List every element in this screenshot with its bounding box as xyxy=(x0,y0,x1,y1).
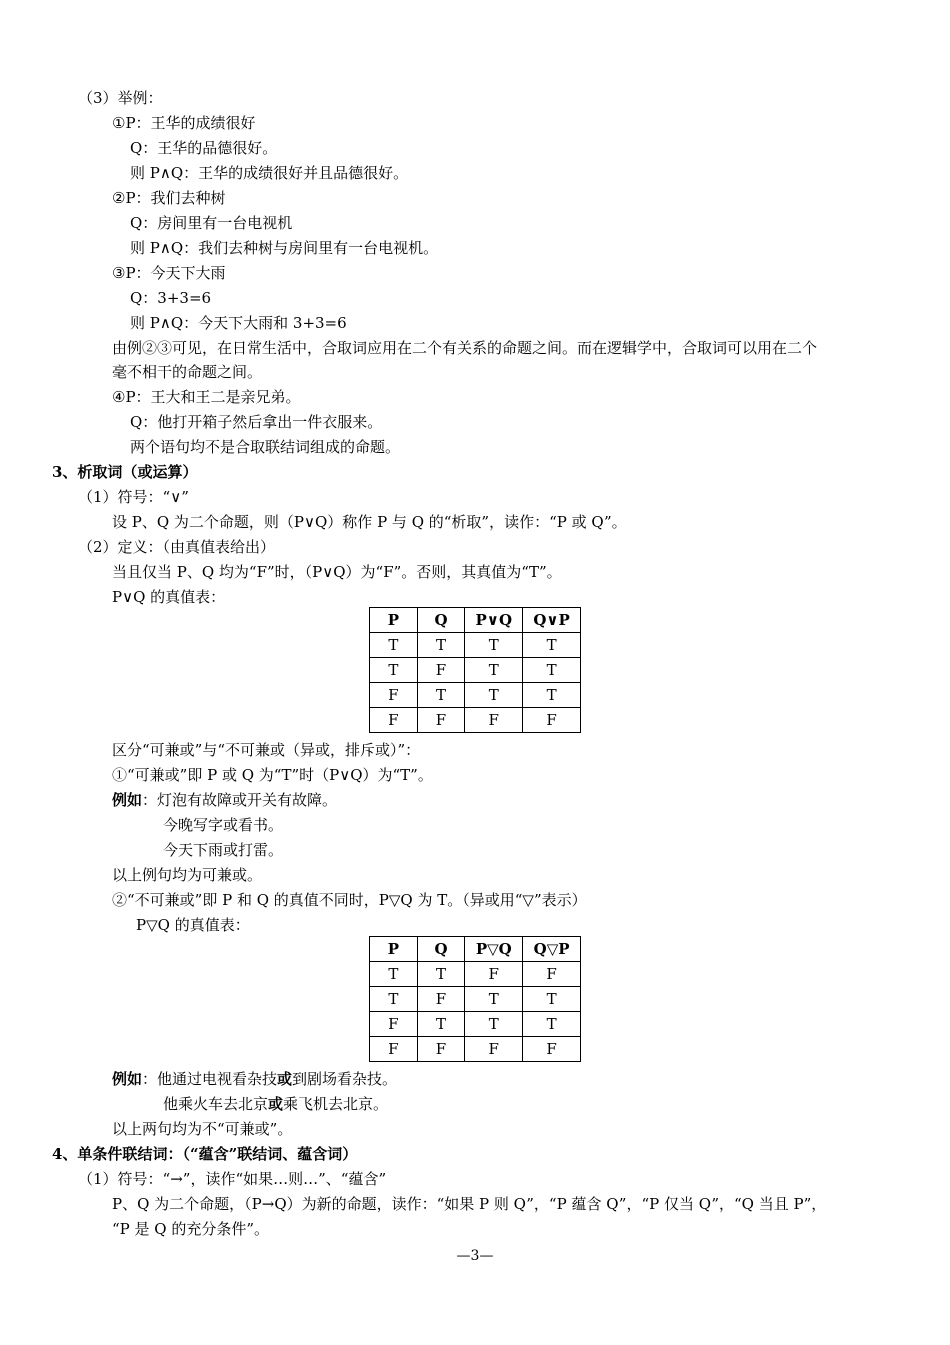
paragraph-line: P、Q 为二个命题，（P→Q）为新的命题，读作：“如果 P 则 Q”，“P 蕴含 Q”，“P 仅当 Q”，“Q 当且 P”， xyxy=(112,1195,827,1213)
table-cell: F xyxy=(370,683,418,708)
table-header-row xyxy=(370,608,581,633)
table-cell: F xyxy=(370,1037,418,1062)
table-cell: F xyxy=(465,1037,523,1062)
example-text: 到剧场看杂技。 xyxy=(292,1070,398,1088)
table-cell: T xyxy=(370,987,418,1012)
table-row xyxy=(370,962,581,987)
example-text: 他乘火车去北京 xyxy=(163,1095,269,1113)
table-cell: F xyxy=(370,1012,418,1037)
table-cell: F xyxy=(417,987,465,1012)
example-1-q: Q：王华的品德很好。 xyxy=(130,139,278,157)
paragraph-line: 两个语句均不是合取联结词组成的命题。 xyxy=(130,438,401,456)
paragraph-line: 当且仅当 P、Q 均为“F”时，（P∨Q）为“F”。否则，其真值为“T”。 xyxy=(112,563,562,581)
table-header: Q xyxy=(417,937,465,962)
table-cell: T xyxy=(370,658,418,683)
table-cell: F xyxy=(523,962,581,987)
table-header: P∨Q xyxy=(465,608,523,633)
paragraph-line: 设 P、Q 为二个命题，则（P∨Q）称作 P 与 Q 的“析取”，读作：“P 或 Q”。 xyxy=(112,513,627,531)
table-cell: F xyxy=(465,708,523,733)
table-cell: T xyxy=(417,962,465,987)
paragraph-line: 区分“可兼或”与“不可兼或（异或，排斥或）”： xyxy=(112,741,421,759)
example-line: 今晚写字或看书。 xyxy=(163,816,284,834)
table-cell: T xyxy=(523,683,581,708)
subsection-symbol: （1）符号：“→”，读作“如果…则…”、“蕴含” xyxy=(78,1170,387,1188)
table-cell: T xyxy=(417,633,465,658)
example-2-q: Q：房间里有一台电视机 xyxy=(130,214,293,232)
example-label: 例如 xyxy=(112,791,143,809)
example-2-p: ②P：我们去种树 xyxy=(112,189,226,207)
example-text: 乘飞机去北京。 xyxy=(283,1095,389,1113)
emphasis-or: 或 xyxy=(277,1070,293,1088)
example-4-p: ④P：王大和王二是亲兄弟。 xyxy=(112,388,301,406)
table-cell: T xyxy=(465,1012,523,1037)
table-header-row xyxy=(370,937,581,962)
table-cell: F xyxy=(417,708,465,733)
subsection-definition: （2）定义：（由真值表给出） xyxy=(78,538,276,556)
table-cell: T xyxy=(523,633,581,658)
example-line xyxy=(112,790,337,810)
table-header: Q∨P xyxy=(523,608,581,633)
emphasis-or: 或 xyxy=(268,1095,284,1113)
table-header: Q▽P xyxy=(523,937,581,962)
table-cell: T xyxy=(465,658,523,683)
table-row xyxy=(370,708,581,733)
table-header: P▽Q xyxy=(465,937,523,962)
table-cell: F xyxy=(523,708,581,733)
table-row xyxy=(370,658,581,683)
table-row xyxy=(370,987,581,1012)
page-number: —3— xyxy=(456,1248,494,1264)
table-row xyxy=(370,683,581,708)
paragraph-line: 毫不相干的命题之间。 xyxy=(112,363,263,381)
table-cell: T xyxy=(465,987,523,1012)
example-text: ：他通过电视看杂技 xyxy=(142,1070,278,1088)
example-3-conclusion: 则 P∧Q：今天下大雨和 3+3=6 xyxy=(130,314,347,332)
example-text: ：灯泡有故障或开关有故障。 xyxy=(142,791,338,809)
subsection-symbol: （1）符号：“∨” xyxy=(78,488,189,506)
table-row xyxy=(370,1012,581,1037)
table-cell: T xyxy=(417,1012,465,1037)
paragraph-line: 以上例句均为可兼或。 xyxy=(112,866,263,884)
table-cell: T xyxy=(523,1012,581,1037)
truth-table-xor xyxy=(369,936,581,1062)
table-cell: F xyxy=(465,962,523,987)
example-line xyxy=(163,1094,388,1114)
example-3-p: ③P：今天下大雨 xyxy=(112,264,226,282)
table-cell: F xyxy=(417,658,465,683)
table-cell: F xyxy=(370,708,418,733)
truth-table-or xyxy=(369,607,581,733)
example-1-conclusion: 则 P∧Q：王华的成绩很好并且品德很好。 xyxy=(130,164,409,182)
paragraph-line: “P 是 Q 的充分条件”。 xyxy=(112,1220,270,1238)
table-cell: T xyxy=(465,683,523,708)
table-caption: P▽Q 的真值表： xyxy=(136,916,250,934)
table-row xyxy=(370,633,581,658)
table-cell: T xyxy=(523,658,581,683)
paragraph-line: 由例②③可见，在日常生活中，合取词应用在二个有关系的命题之间。而在逻辑学中，合取词可以用在二个 xyxy=(112,339,818,357)
table-cell: F xyxy=(417,1037,465,1062)
table-header: P xyxy=(370,937,418,962)
example-1-p: ①P：王华的成绩很好 xyxy=(112,114,256,132)
table-cell: T xyxy=(370,962,418,987)
section-heading-disjunction: 3、析取词（或运算） xyxy=(52,463,198,481)
table-cell: T xyxy=(465,633,523,658)
table-cell: T xyxy=(417,683,465,708)
paragraph-line: ②“不可兼或”即 P 和 Q 的真值不同时，P▽Q 为 T。（异或用“▽”表示） xyxy=(112,891,587,909)
example-label: 例如 xyxy=(112,1070,143,1088)
paragraph-line: ①“可兼或”即 P 或 Q 为“T”时（P∨Q）为“T”。 xyxy=(112,766,433,784)
table-header: Q xyxy=(417,608,465,633)
table-cell: T xyxy=(370,633,418,658)
example-4-q: Q：他打开箱子然后拿出一件衣服来。 xyxy=(130,413,383,431)
paragraph-line: 以上两句均为不“可兼或”。 xyxy=(112,1120,293,1138)
example-line xyxy=(112,1069,397,1089)
subsection-example: （3）举例： xyxy=(78,89,163,107)
example-2-conclusion: 则 P∧Q：我们去种树与房间里有一台电视机。 xyxy=(130,239,439,257)
table-cell: F xyxy=(523,1037,581,1062)
table-header: P xyxy=(370,608,418,633)
table-cell: T xyxy=(523,987,581,1012)
example-line: 今天下雨或打雷。 xyxy=(163,841,284,859)
section-heading-implication: 4、单条件联结词：（“蕴含”联结词、蕴含词） xyxy=(52,1145,358,1163)
table-row xyxy=(370,1037,581,1062)
example-3-q: Q：3+3=6 xyxy=(130,289,212,307)
table-caption: P∨Q 的真值表： xyxy=(112,588,226,606)
